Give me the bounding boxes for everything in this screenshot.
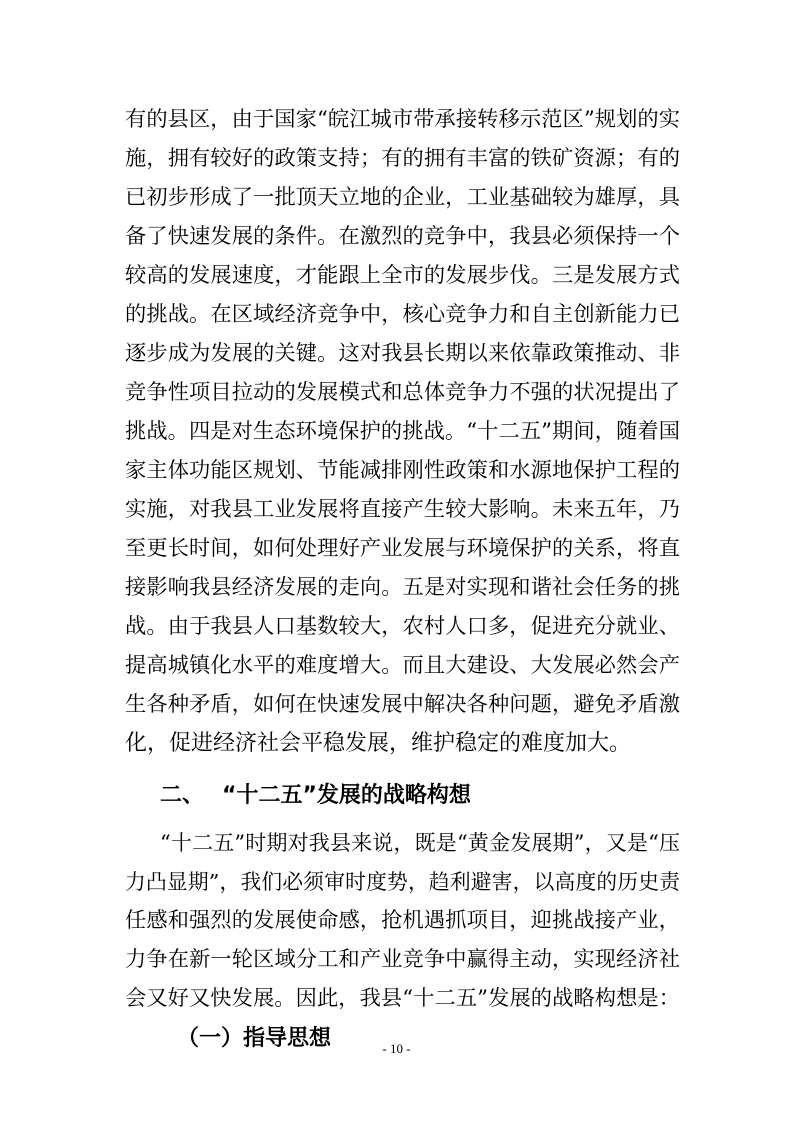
text-line: 家主体功能区规划、节能减排刚性政策和水源地保护工程的 [125,458,680,483]
text-line: 战。由于我县人口基数较大，农村人口多，促进充分就业、 [125,614,680,639]
section-heading [160,783,471,809]
text-line: 实施，对我县工业发展将直接产生较大影响。未来五年，乃 [125,497,680,522]
section-title: “十二五”发展的战略构想 [222,783,471,808]
text-line: 备了快速发展的条件。在激烈的竞争中，我县必须保持一个 [125,224,680,249]
text-line: 任感和强烈的发展使命感，抢机遇抓项目，迎挑战接产业， [125,908,680,933]
text-line: 生各种矛盾，如何在快速发展中解决各种问题，避免矛盾激 [125,692,680,717]
text-line: 会又好又快发展。因此，我县“十二五”发展的战略构想是： [125,986,680,1011]
text-line: 挑战。四是对生态环境保护的挑战。“十二五”期间，随着国 [125,419,680,444]
page-number: - 10 - [382,1041,411,1056]
text-line: 的挑战。在区域经济竞争中，核心竞争力和自主创新能力已 [125,302,680,327]
text-line: 较高的发展速度，才能跟上全市的发展步伐。三是发展方式 [125,263,680,288]
text-line: 力争在新一轮区域分工和产业竞争中赢得主动，实现经济社 [125,947,680,972]
text-line: 已初步形成了一批顶天立地的企业，工业基础较为雄厚，具 [125,185,680,210]
subsection-heading: （一）指导思想 [177,1026,332,1051]
text-line: “十二五”时期对我县来说，既是“黄金发展期”，又是“压 [160,831,680,855]
text-line: 接影响我县经济发展的走向。五是对实现和谐社会任务的挑 [125,575,680,600]
text-line: 竞争性项目拉动的发展模式和总体竞争力不强的状况提出了 [125,380,680,405]
text-line: 化，促进经济社会平稳发展，维护稳定的难度加大。 [125,731,632,756]
text-line: 施，拥有较好的政策支持；有的拥有丰富的铁矿资源；有的 [125,146,680,171]
text-line: 逐步成为发展的关键。这对我县长期以来依靠政策推动、非 [125,341,680,366]
section-number: 二、 [160,783,205,808]
text-line: 至更长时间，如何处理好产业发展与环境保护的关系，将直 [125,536,680,561]
text-line: 提高城镇化水平的难度增大。而且大建设、大发展必然会产 [125,653,680,678]
text-line: 有的县区，由于国家“皖江城市带承接转移示范区”规划的实 [125,107,680,132]
text-line: 力凸显期”，我们必须审时度势，趋利避害，以高度的历史责 [125,870,680,894]
